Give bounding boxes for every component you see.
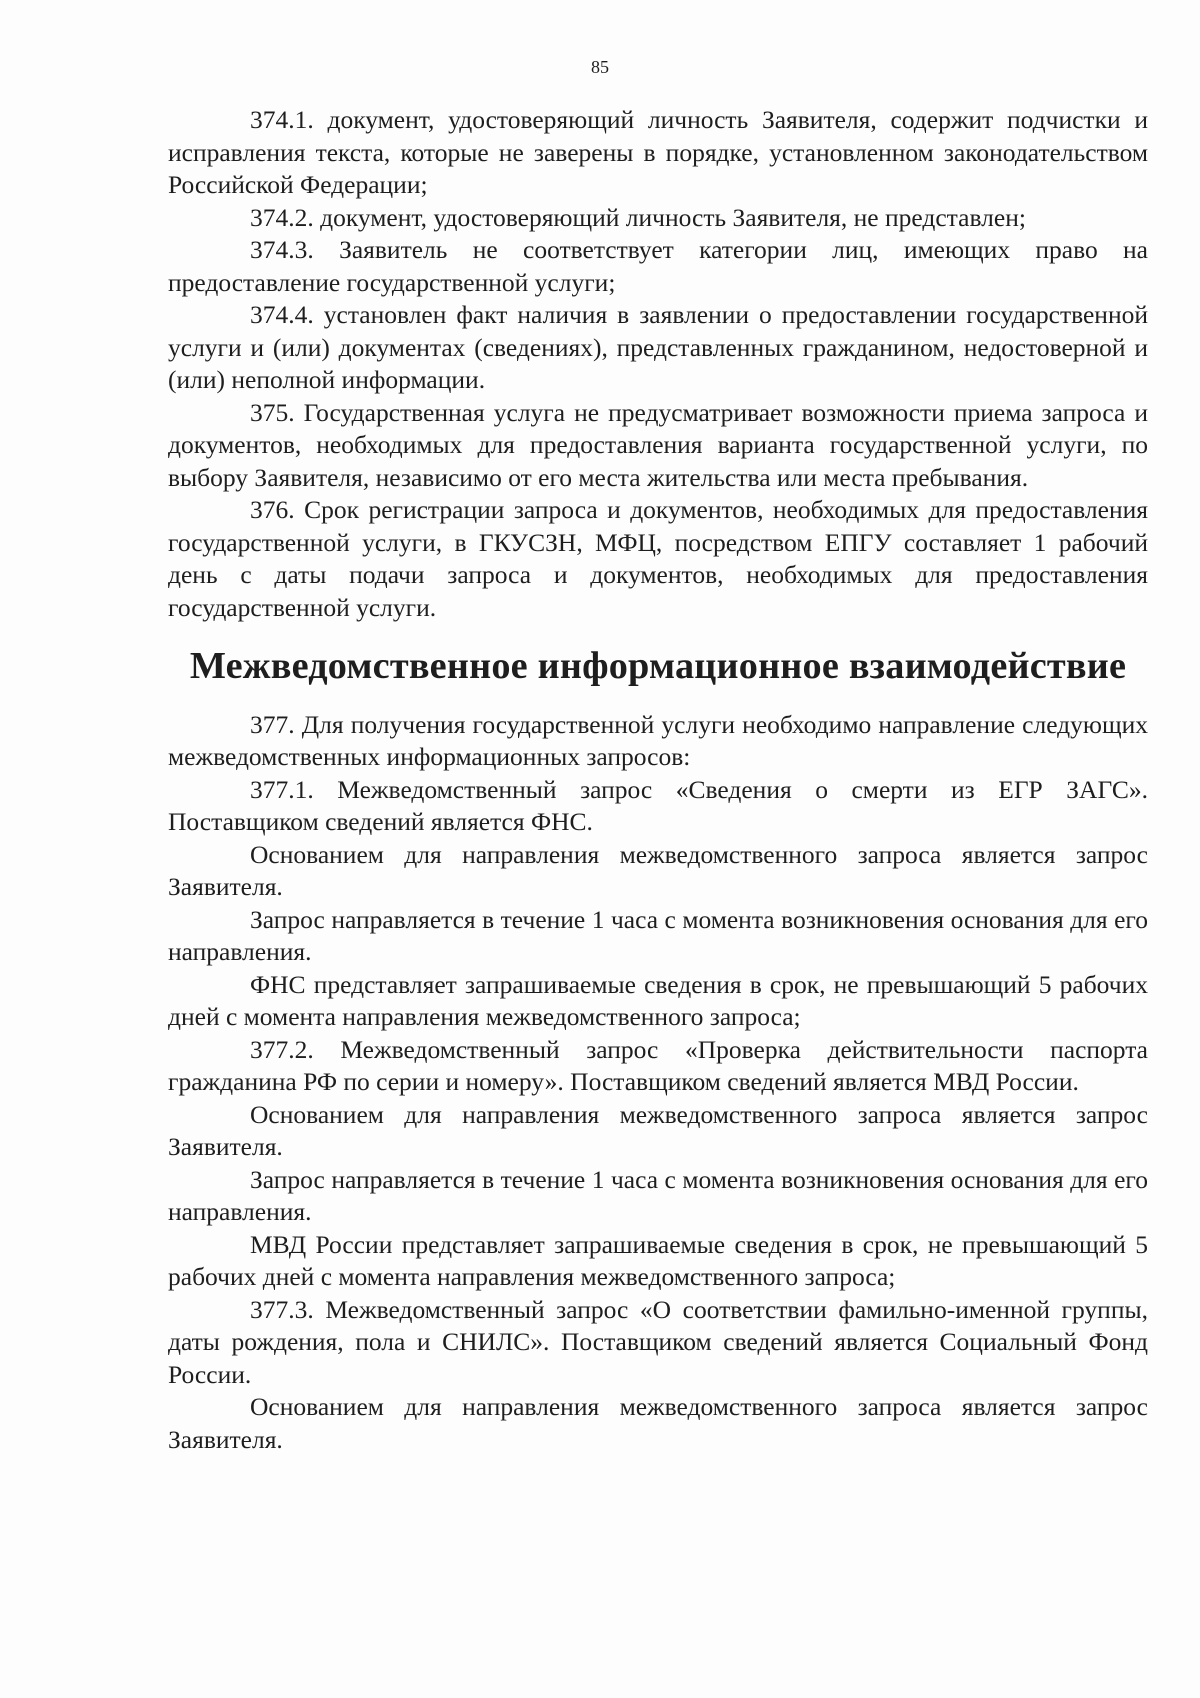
paragraph-374-2: 374.2. документ, удостоверяющий личность Заявителя, не представлен; xyxy=(250,202,1026,232)
paragraph-376: 376. Срок регистрации запроса и документов, необходимых для предоставления государственной услуги, в ГКУСЗН, МФЦ, посредством ЕПГУ составляет 1 рабочий день с даты подачи запроса и документов, необходимых для предоставления государственной услуги. xyxy=(168,495,1148,622)
paragraph-377-2-deadline: МВД России представляет запрашиваемые сведения в срок, не превышающий 5 рабочих дней с момента направления межведомственного запроса; xyxy=(168,1229,1148,1291)
paragraph-377-3: 377.3. Межведомственный запрос «О соответствии фамильно-именной группы, даты рождения, пола и СНИЛС». Поставщиком сведений является Социальный Фонд России. xyxy=(168,1294,1148,1389)
page-number: 85 xyxy=(591,57,609,77)
paragraph-374-3: 374.3. Заявитель не соответствует категории лиц, имеющих право на предоставление государственной услуги; xyxy=(168,235,1148,297)
paragraph-377-1-deadline: ФНС представляет запрашиваемые сведения в срок, не превышающий 5 рабочих дней с момента направления межведомственного запроса; xyxy=(168,969,1148,1031)
document-body xyxy=(168,104,1148,1456)
paragraph-377-3-basis: Основанием для направления межведомственного запроса является запрос Заявителя. xyxy=(168,1392,1148,1454)
section-heading: Межведомственное информационное взаимодействие xyxy=(189,645,1127,687)
paragraph-377-2: 377.2. Межведомственный запрос «Проверка действительности паспорта гражданина РФ по серии и номеру». Поставщиком сведений является МВД России. xyxy=(168,1034,1148,1096)
paragraph-377-2-timing: Запрос направляется в течение 1 часа с момента возникновения основания для его направления. xyxy=(168,1164,1148,1226)
paragraph-377-1-basis: Основанием для направления межведомственного запроса является запрос Заявителя. xyxy=(168,839,1148,901)
paragraph-374-4: 374.4. установлен факт наличия в заявлении о предоставлении государственной услуги и (или) документах (сведениях), представленных гражданином, недостоверной и (или) неполной информации. xyxy=(168,300,1148,394)
paragraph-375: 375. Государственная услуга не предусматривает возможности приема запроса и документов, необходимых для предоставления варианта государственной услуги, по выбору Заявителя, независимо от его места жительства или места пребывания. xyxy=(168,397,1148,492)
paragraph-377: 377. Для получения государственной услуги необходимо направление следующих межведомственных информационных запросов: xyxy=(168,709,1148,771)
paragraph-374-1: 374.1. документ, удостоверяющий личность Заявителя, содержит подчистки и исправления текста, которые не заверены в порядке, установленном законодательством Российской Федерации; xyxy=(168,105,1148,199)
paragraph-377-1: 377.1. Межведомственный запрос «Сведения о смерти из ЕГР ЗАГС». Поставщиком сведений является ФНС. xyxy=(168,774,1148,836)
paragraph-377-1-timing: Запрос направляется в течение 1 часа с момента возникновения основания для его направления. xyxy=(168,904,1148,966)
paragraph-377-2-basis: Основанием для направления межведомственного запроса является запрос Заявителя. xyxy=(168,1099,1148,1161)
